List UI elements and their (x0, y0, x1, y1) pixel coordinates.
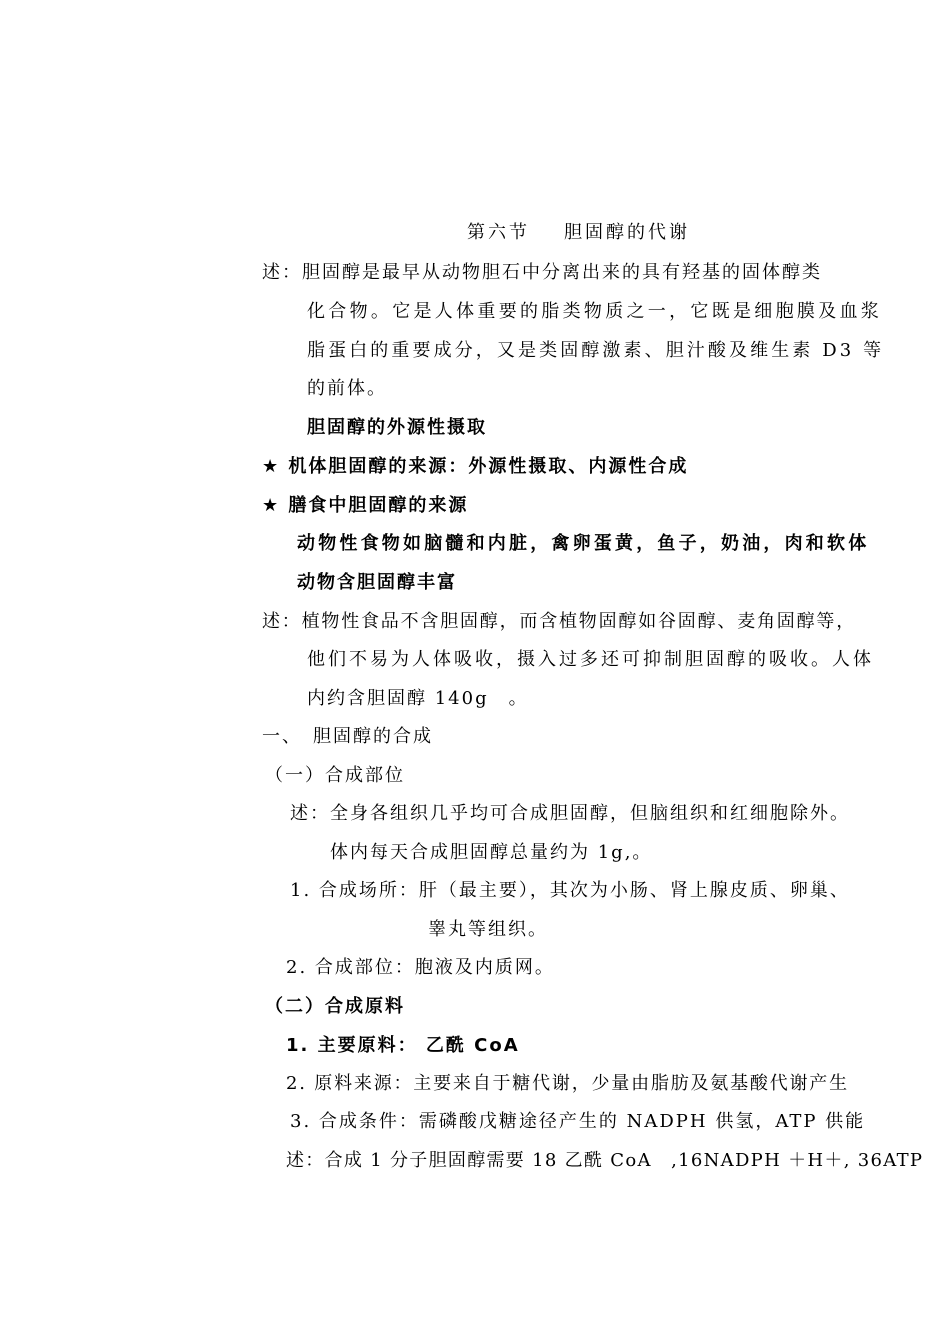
materials-note: 述：合成 1 分子胆固醇需要 18 乙酰 CoA ,16NADPH ＋H＋, 36ATP (286, 1150, 924, 1171)
site-item-1-line-1: 1. 合成场所：肝（最主要），其次为小肠、肾上腺皮质、卵巢、 (290, 880, 850, 901)
synthesis-heading: 一、 胆固醇的合成 (262, 726, 433, 747)
materials-heading: （二）合成原料 (265, 996, 405, 1017)
source-star-line-2: ★ 膳食中胆固醇的来源 (262, 495, 469, 516)
exogenous-heading: 胆固醇的外源性摄取 (307, 417, 487, 438)
food-source-line-1: 动物性食物如脑髓和内脏，禽卵蛋黄，鱼子，奶油，肉和软体 (297, 533, 870, 554)
intro-line-4: 的前体。 (307, 378, 387, 399)
plant-note-line-2: 他们不易为人体吸收，摄入过多还可抑制胆固醇的吸收。人体 (307, 649, 874, 670)
plant-note-line-1: 述：植物性食品不含胆固醇，而含植物固醇如谷固醇、麦角固醇等， (262, 611, 856, 632)
site-item-2: 2. 合成部位：胞液及内质网。 (286, 957, 555, 978)
materials-item-1: 1. 主要原料： 乙酰 CoA (286, 1035, 520, 1056)
materials-item-2: 2. 原料来源：主要来自于糖代谢，少量由脂肪及氨基酸代谢产生 (286, 1073, 849, 1094)
intro-line-2: 化合物。它是人体重要的脂类物质之一，它既是细胞膜及血浆 (307, 301, 883, 322)
site-heading: （一）合成部位 (265, 765, 405, 786)
plant-note-line-3: 内约含胆固醇 140g 。 (307, 688, 529, 709)
intro-line-1: 述：胆固醇是最早从动物胆石中分离出来的具有羟基的固体醇类 (262, 262, 822, 283)
section-number: 第六节 (467, 222, 530, 243)
site-note-line-2: 体内每天合成胆固醇总量约为 1g,。 (330, 842, 653, 863)
site-note-line-1: 述：全身各组织几乎均可合成胆固醇，但脑组织和红细胞除外。 (290, 803, 850, 824)
food-source-line-2: 动物含胆固醇丰富 (297, 572, 457, 593)
source-star-line-1: ★ 机体胆固醇的来源：外源性摄取、内源性合成 (262, 456, 689, 477)
section-name: 胆固醇的代谢 (564, 222, 690, 243)
intro-line-3: 脂蛋白的重要成分，又是类固醇激素、胆汁酸及维生素 D3 等 (307, 340, 885, 361)
materials-item-3: 3. 合成条件：需磷酸戊糖途径产生的 NADPH 供氢，ATP 供能 (290, 1111, 866, 1132)
section-title (467, 221, 690, 245)
site-item-1-line-2: 睾丸等组织。 (428, 919, 548, 940)
